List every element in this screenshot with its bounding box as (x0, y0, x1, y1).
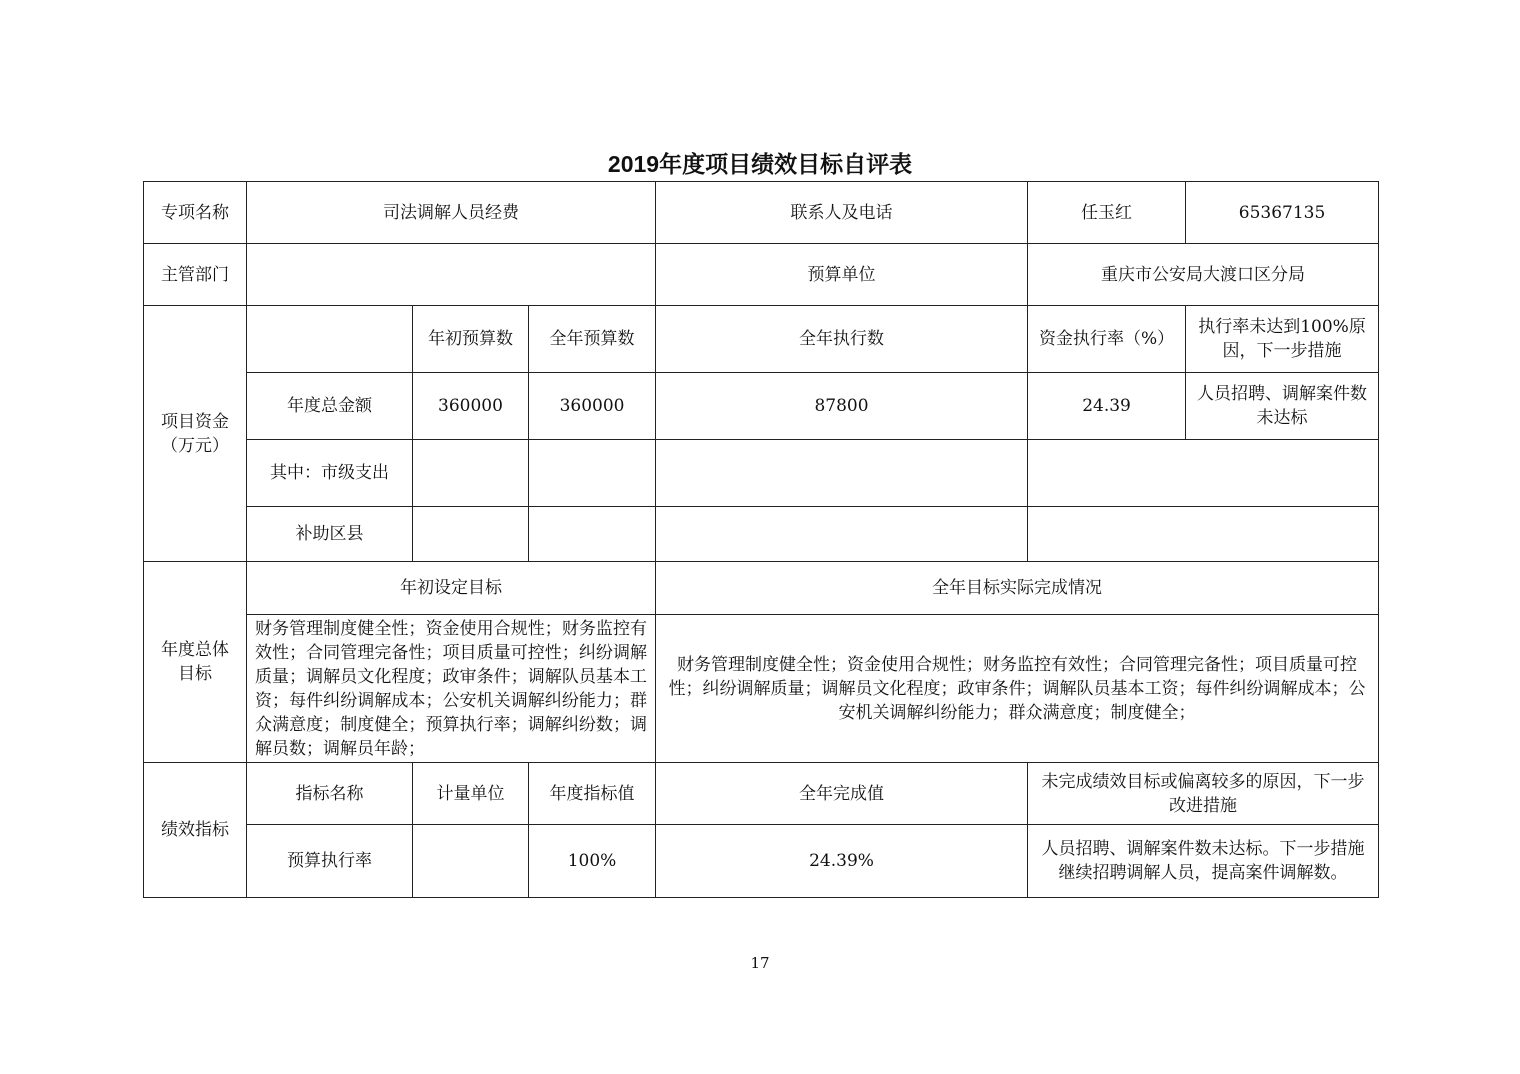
funds-label: 项目资金（万元） (144, 306, 247, 562)
indicator-header: 指标名称 (247, 763, 413, 825)
reason: 人员招聘、调解案件数未达标 (1186, 373, 1379, 440)
indicator-target: 100% (529, 825, 656, 898)
contact-label: 联系人及电话 (656, 182, 1028, 244)
actual-goals-text: 财务管理制度健全性；资金使用合规性；财务监控有效性；合同管理完备性；项目质量可控性；纠纷调解质量；调解员文化程度；政审条件；调解队员基本工资；每件纠纷调解成本；公安机关调解纠纷能力；群众满意度；制度健全； (656, 615, 1379, 763)
execution-rate: 24.39 (1028, 373, 1186, 440)
initial-budget (413, 440, 529, 507)
funds-header: 资金执行率（%） (1028, 306, 1186, 373)
initial-budget: 360000 (413, 373, 529, 440)
page-title: 2019年度项目绩效目标自评表 (607, 151, 913, 177)
budget-unit: 重庆市公安局大渡口区分局 (1028, 244, 1379, 306)
contact-name: 任玉红 (1028, 182, 1186, 244)
table-row (144, 373, 1379, 440)
dept-label: 主管部门 (144, 244, 247, 306)
funds-header: 执行率未达到100%原因，下一步措施 (1186, 306, 1379, 373)
empty-cell (247, 306, 413, 373)
row-name: 年度总金额 (247, 373, 413, 440)
funds-header: 年初预算数 (413, 306, 529, 373)
project-name-label: 专项名称 (144, 182, 247, 244)
annual-budget (529, 507, 656, 562)
table-row (144, 507, 1379, 562)
indicator-reason: 人员招聘、调解案件数未达标。下一步措施继续招聘调解人员，提高案件调解数。 (1028, 825, 1379, 898)
indicator-header: 计量单位 (413, 763, 529, 825)
indicator-unit (413, 825, 529, 898)
executed (656, 507, 1028, 562)
actual-goals-header: 全年目标实际完成情况 (656, 562, 1379, 615)
initial-goals-header: 年初设定目标 (247, 562, 656, 615)
executed (656, 440, 1028, 507)
funds-header: 全年预算数 (529, 306, 656, 373)
table-row (144, 825, 1379, 898)
goals-label: 年度总体目标 (144, 562, 247, 763)
evaluation-table (143, 181, 1379, 898)
table-row (144, 440, 1379, 507)
funds-header: 全年执行数 (656, 306, 1028, 373)
indicators-label: 绩效指标 (144, 763, 247, 898)
executed: 87800 (656, 373, 1028, 440)
annual-budget (529, 440, 656, 507)
annual-budget: 360000 (529, 373, 656, 440)
indicator-header: 年度指标值 (529, 763, 656, 825)
indicator-name: 预算执行率 (247, 825, 413, 898)
dept-value (247, 244, 656, 306)
indicator-actual: 24.39% (656, 825, 1028, 898)
contact-phone: 65367135 (1186, 182, 1379, 244)
indicator-header: 全年完成值 (656, 763, 1028, 825)
row-name: 其中：市级支出 (247, 440, 413, 507)
initial-budget (413, 507, 529, 562)
execution-rate (1028, 507, 1379, 562)
project-name: 司法调解人员经费 (247, 182, 656, 244)
indicator-header: 未完成绩效目标或偏离较多的原因，下一步改进措施 (1028, 763, 1379, 825)
page-number: 17 (750, 954, 770, 972)
execution-rate (1028, 440, 1379, 507)
row-name: 补助区县 (247, 507, 413, 562)
budget-unit-label: 预算单位 (656, 244, 1028, 306)
initial-goals-text: 财务管理制度健全性；资金使用合规性；财务监控有效性；合同管理完备性；项目质量可控性；纠纷调解质量；调解员文化程度；政审条件；调解队员基本工资；每件纠纷调解成本；公安机关调解纠纷能力；群众满意度；制度健全；预算执行率；调解纠纷数；调解员数；调解员年龄； (247, 615, 656, 763)
